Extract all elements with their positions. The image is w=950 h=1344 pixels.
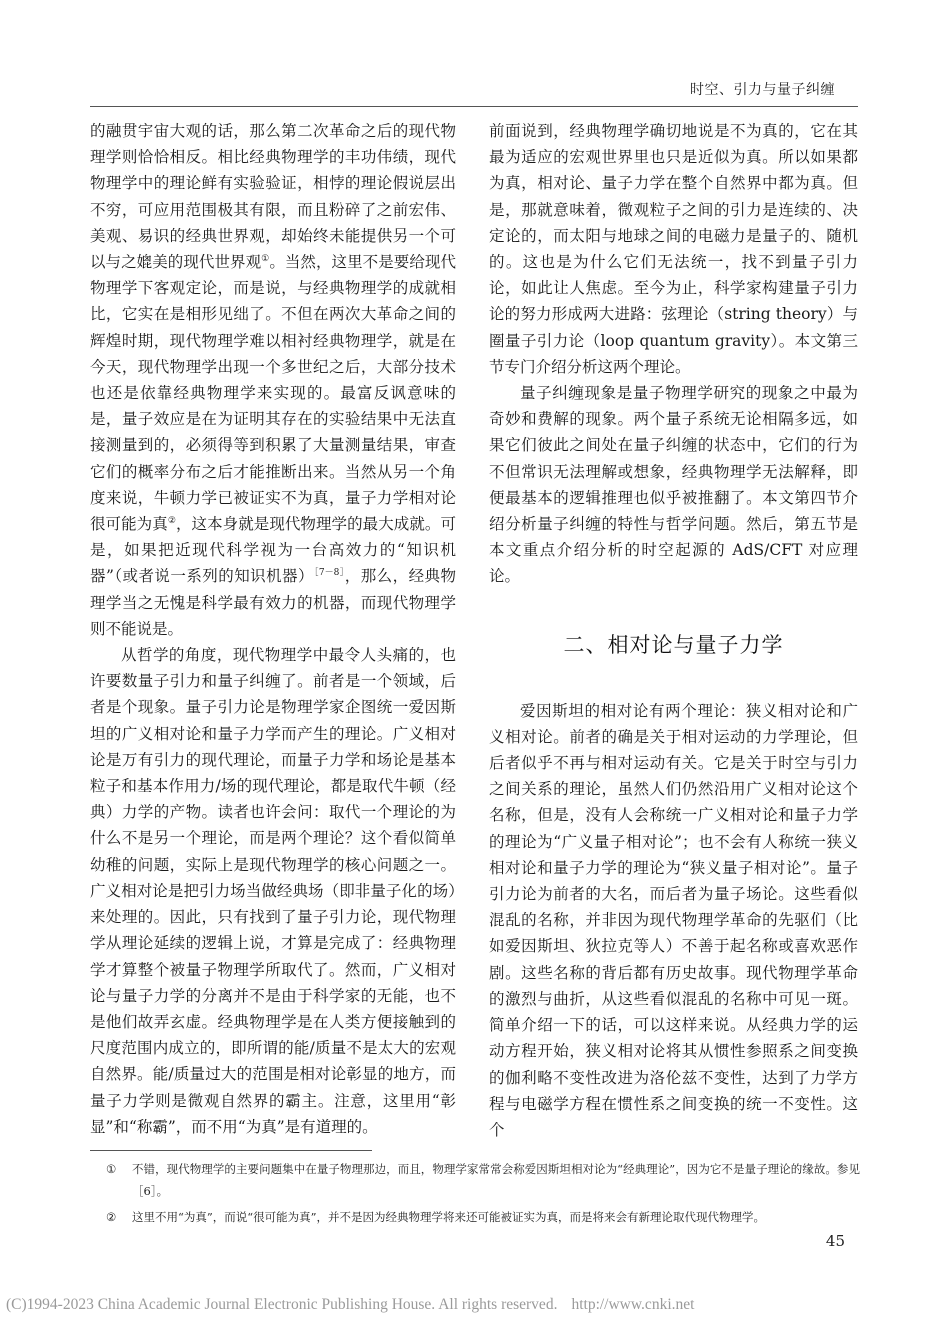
paragraph: 量子纠缠现象是量子物理学研究的现象之中最为奇妙和费解的现象。两个量子系统无论相隔多远，如果它们彼此之间处在量子纠缠的状态中，它们的行为不但常识无法理解或想象，经典物理学无法解释，即便最基本的逻辑推理也似乎被推翻了。本文第四节介绍分析量子纠缠的特性与哲学问题。然后，第五节是本文重点介绍分析的时空起源的 AdS/CFT 对应理论。 xyxy=(489,384,858,586)
header-rule xyxy=(90,106,858,107)
footnote-ref[interactable]: ① xyxy=(261,253,270,264)
paragraph-text: 的融贯宇宙大观的话，那么第二次革命之后的现代物理学则恰恰相反。相比经典物理学的丰功伟绩，现代物理学中的理论鲜有实验验证，相悖的理论假说层出不穷，可应用范围极其有限，而且粉碎了之前宏伟、美观、易识的经典世界观，却始终未能提供另一个可以与之媲美的现代世界观 xyxy=(90,122,456,272)
paragraph: 爱因斯坦的相对论有两个理论：狭义相对论和广义相对论。前者的确是关于相对运动的力学理论，但后者似乎不再与相对运动有关。它是关于时空与引力之间关系的理论，虽然人们仍然沿用广义相对论这个名称，但是，没有人会称统一广义相对论和量子力学的理论为“广义量子相对论”；也不会有人称统一狭义相对论和量子力学的理论为“狭义量子相对论”。量子引力论为前者的大名，而后者为量子场论。这些看似混乱的名称，并非因为现代物理学革命的先驱们（比如爱因斯坦、狄拉克等人）不善于起名称或喜欢恶作剧。这些名称的背后都有历史故事。现代物理学革命的激烈与曲折，从这些看似混乱的名称中可见一斑。简单介绍一下的话，可以这样来说。从经典力学的运动方程开始，狭义相对论将其从惯性参照系之间变换的伽利略不变性改进为洛伦兹不变性，达到了力学方程与电磁学方程在惯性系之间变换的统一不变性。这个 xyxy=(489,701,858,1139)
footnote-mark: ② xyxy=(106,1210,117,1224)
footnote-ref[interactable]: ② xyxy=(167,515,176,526)
paragraph xyxy=(90,118,456,642)
page-number: 45 xyxy=(825,1232,845,1250)
copyright-watermark xyxy=(6,1296,694,1314)
footnote-rule xyxy=(90,1150,372,1151)
footnote-text: 不错，现代物理学的主要问题集中在量子物理那边，而且，物理学家常常会称爱因斯坦相对论为“经典理论”，因为它不是量子理论的缘故。参见［6］。 xyxy=(132,1162,860,1198)
footnote xyxy=(90,1206,860,1228)
footnote-text: 这里不用“为真”，而说“很可能为真”，并不是因为经典物理学将来还可能被证实为真，而是将来会有新理论取代现代物理学。 xyxy=(132,1210,766,1224)
section-heading: 二、相对论与量子力学 xyxy=(563,632,784,657)
footnotes xyxy=(90,1158,860,1232)
paragraph: 从哲学的角度，现代物理学中最令人头痛的，也许要数量子引力和量子纠缠了。前者是一个领域，后者是个现象。量子引力论是物理学家企图统一爱因斯坦的广义相对论和量子力学而产生的理论。广义相对论是万有引力的现代理论，而量子力学和场论是基本粒子和基本作用力/场的现代理论，都是取代牛顿（经典）力学的产物。读者也许会问：取代一个理论的为什么不是另一个理论，而是两个理论？这个看似简单幼稚的问题，实际上是现代物理学的核心问题之一。广义相对论是把引力场当做经典场（即非量子化的场）来处理的。因此，只有找到了量子引力论，现代物理学从理论延续的逻辑上说，才算是完成了：经典物理学才算整个被量子物理学所取代了。然而，广义相对论与量子力学的分离并不是由于科学家的无能，也不是他们故弄玄虚。经典物理学是在人类方便接触到的尺度范围内成立的，即所谓的能/质量不是太大的宏观自然界。能/质量过大的范围是相对论彰显的地方，而量子力学则是微观自然界的霸主。注意，这里用“彰显”和“称霸”，而不用“为真”是有道理的。 xyxy=(90,646,456,1136)
paragraph-text: 。当然，这里不是要给现代物理学下客观定论，而是说，与经典物理学的成就相比，它实在是相形见绌了。不但在两次大革命之间的辉煌时期，现代物理学难以相衬经典物理学，就是在今天，现代物理学出现一个多世纪之后，大部分技术也还是依靠经典物理学来实现的。最富反讽意味的是，量子效应是在为证明其存在的实验结果中无法直接测量到的，必须得等到积累了大量测量结果，审查它们的概率分布之后才能推断出来。当然从另一个角度来说，牛顿力学已被证实不为真，量子力学相对论很可能为真 xyxy=(90,253,456,534)
citation-ref[interactable]: ［7－8］ xyxy=(313,568,345,579)
paragraph: 前面说到，经典物理学确切地说是不为真的，它在其最为适应的宏观世界里也只是近似为真。所以如果都为真，相对论、量子力学在整个自然界中都为真。但是，那就意味着，微观粒子之间的引力是连续的、决定论的，而太阳与地球之间的电磁力是量子的、随机的。这也是为什么它们无法统一，找不到量子引力论，如此让人焦虑。至今为止，科学家构建量子引力论的努力形成两大进路：弦理论（string theory）与圈量子引力论（loop quantum gravity）。本文第三节专门介绍分析这两个理论。 xyxy=(489,122,858,376)
copyright-notice: (C)1994-2023 China Academic Journal Electronic Publishing House. All rights reserved. xyxy=(6,1296,558,1313)
paragraph-text: ，这本身就是现代物理学的最大成就。可是，如果把近现代科学视为一台高效力的“知识机器”（或者说一系列的知识机器） xyxy=(90,515,456,586)
running-head-title: 时空、引力与量子纠缠 xyxy=(690,82,835,98)
footnote-mark: ① xyxy=(106,1162,117,1176)
footnote xyxy=(90,1158,860,1202)
copyright-url[interactable]: http://www.cnki.net xyxy=(571,1296,695,1313)
right-column xyxy=(489,118,858,1143)
paragraph-text: ，那么，经典物理学当之无愧是科学最有效力的机器，而现代物理学则不能说是。 xyxy=(90,567,456,638)
left-column xyxy=(90,118,456,1140)
